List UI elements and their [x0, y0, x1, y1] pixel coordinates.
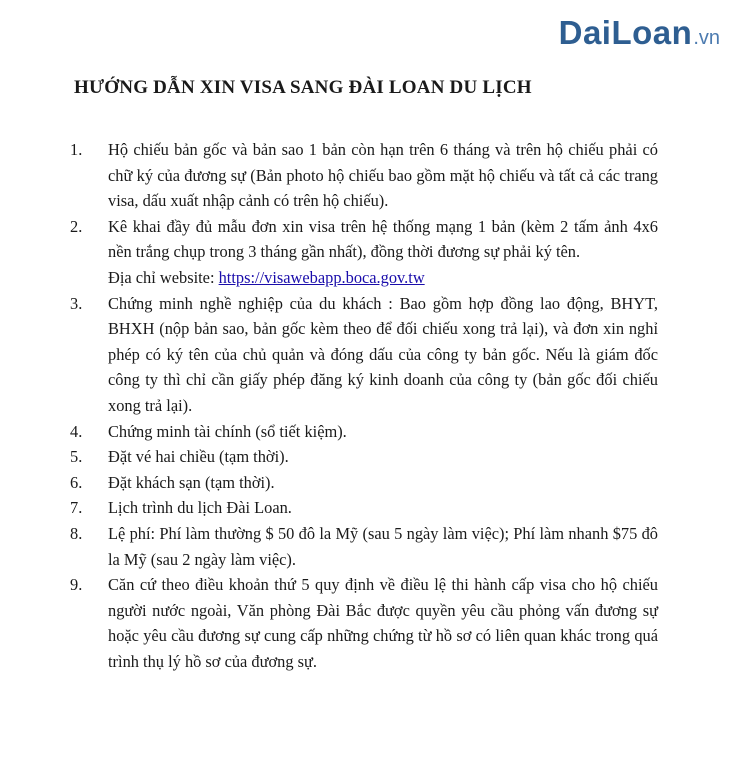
item-text: Chứng minh nghề nghiệp của du khách : Bao gồm hợp đồng lao động, BHYT, BHXH (nộp bản sao, bản gốc kèm theo để đối chiếu xong trả lại), và đơn xin nghỉ phép có ký tên của chủ quản và đóng dấu của công ty bản gốc. Nếu là giám đốc công ty thì chỉ cần giấy phép đăng ký kinh doanh của công ty (bản gốc đối chiếu xong trả lại). — [108, 293, 658, 415]
list-item — [64, 470, 658, 496]
website-link[interactable]: https://visawebapp.boca.gov.tw — [218, 267, 425, 287]
item-number: 2. — [70, 216, 83, 236]
list-item — [64, 137, 658, 214]
list-item — [64, 521, 658, 572]
item-number: 5. — [70, 447, 83, 467]
item-text: Hộ chiếu bản gốc và bản sao 1 bản còn hạn trên 6 tháng và trên hộ chiếu phải có chữ ký của đương sự (Bản photo hộ chiếu bao gồm mặt hộ chiếu và tất cả các trang visa, dấu xuất nhập cảnh có trên hộ chiếu). — [108, 140, 658, 211]
list-item — [64, 291, 658, 419]
list-item — [64, 572, 658, 674]
requirements-list — [64, 137, 658, 674]
document-title: HƯỚNG DẪN XIN VISA SANG ĐÀI LOAN DU LỊCH — [74, 77, 532, 98]
item-number: 9. — [70, 575, 83, 595]
item-text-block — [108, 214, 658, 291]
website-label: Địa chỉ website: — [108, 267, 219, 287]
logo-tld: .vn — [693, 27, 720, 49]
item-number: 1. — [70, 140, 83, 159]
item-text: Căn cứ theo điều khoản thứ 5 quy định về điều lệ thi hành cấp visa cho hộ chiếu người nước ngoài, Văn phòng Đài Bắc được quyền yêu cầu phỏng vấn đương sự hoặc yêu cầu đương sự cung cấp những chứng từ hồ sơ có liên quan khác trong quá trình thụ lý hồ sơ của đương sự. — [108, 575, 658, 671]
item-text: Đặt vé hai chiều (tạm thời). — [108, 447, 289, 467]
list-item — [64, 444, 658, 470]
item-text: Đặt khách sạn (tạm thời). — [108, 472, 275, 492]
logo-brand: DaiLoan — [558, 14, 693, 51]
item-text: Lịch trình du lịch Đài Loan. — [108, 498, 292, 518]
logo — [559, 14, 720, 52]
list-item — [64, 495, 658, 521]
item-text: Kê khai đầy đủ mẫu đơn xin visa trên hệ thống mạng 1 bản (kèm 2 tấm ảnh 4x6 nền trắng chụp trong 3 tháng gần nhất), đồng thời đương sự phải ký tên. — [108, 216, 658, 262]
list-item — [64, 214, 658, 291]
item-number: 7. — [70, 498, 83, 518]
item-number: 6. — [70, 472, 83, 492]
item-text: Chứng minh tài chính (sổ tiết kiệm). — [108, 421, 347, 441]
list-item — [64, 419, 658, 445]
item-text: Lệ phí: Phí làm thường $ 50 đô la Mỹ (sau 5 ngày làm việc); Phí làm nhanh $75 đô la Mỹ (sau 2 ngày làm việc). — [108, 523, 658, 569]
item-number: 3. — [70, 293, 83, 313]
item-number: 8. — [70, 523, 83, 543]
item-number: 4. — [70, 421, 83, 441]
